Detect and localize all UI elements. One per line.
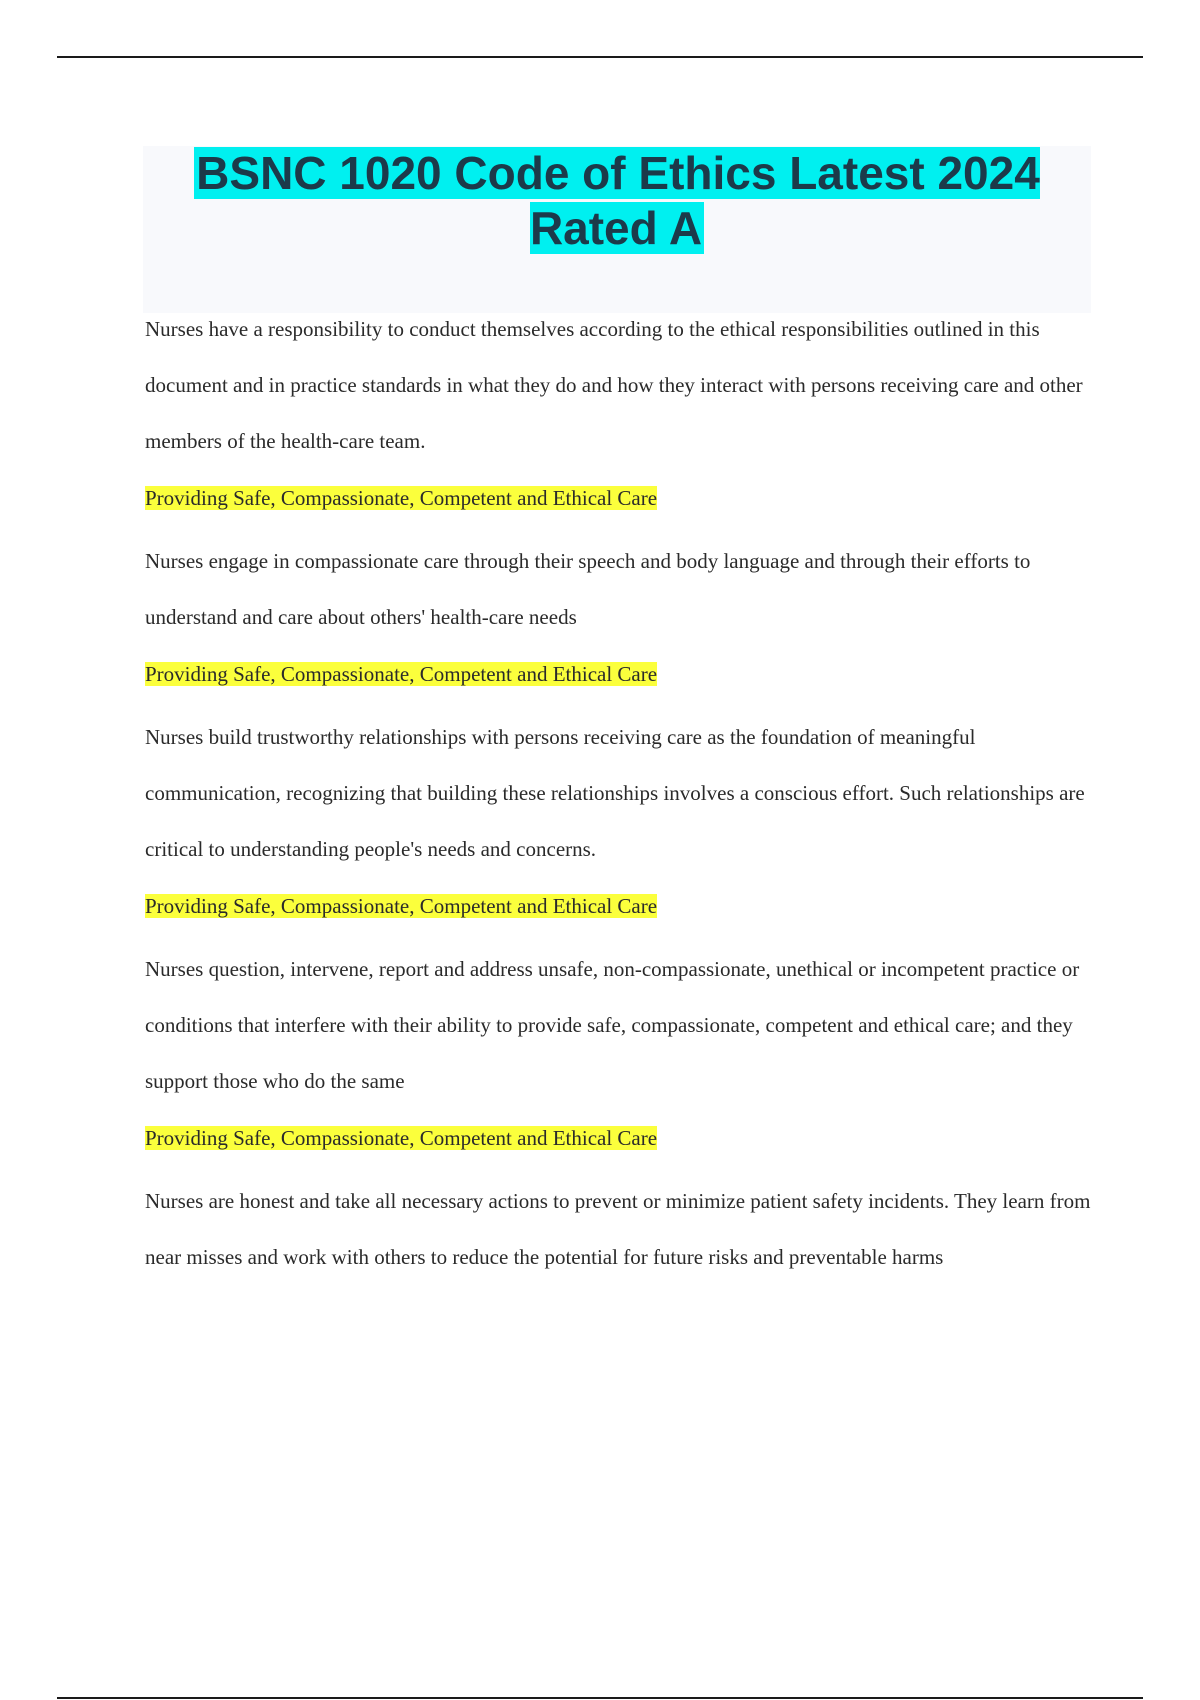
section-heading: Providing Safe, Compassionate, Competent and Ethical Care	[145, 486, 658, 510]
section-heading: Providing Safe, Compassionate, Competent and Ethical Care	[145, 662, 658, 686]
intro-paragraph: Nurses have a responsibility to conduct themselves according to the ethical responsibilities outlined in this document and in practice standards in what they do and how they interact with persons receiving care and other members of the health-care team.	[145, 317, 1083, 453]
document-body	[145, 301, 1105, 1285]
section-heading: Providing Safe, Compassionate, Competent and Ethical Care	[145, 1126, 658, 1150]
section-paragraph: Nurses are honest and take all necessary actions to prevent or minimize patient safety incidents. They learn from near misses and work with others to reduce the potential for future risks and preventable harms	[145, 1189, 1091, 1269]
section-paragraph: Nurses question, intervene, report and address unsafe, non-compassionate, unethical or incompetent practice or conditions that interfere with their ability to provide safe, compassionate, competent and ethical care; and they support those who do the same	[145, 957, 1080, 1093]
top-rule	[57, 56, 1143, 58]
page-title: BSNC 1020 Code of Ethics Latest 2024 Rated A	[196, 147, 1040, 254]
title-banner	[143, 146, 1091, 313]
section-heading: Providing Safe, Compassionate, Competent and Ethical Care	[145, 894, 658, 918]
section-paragraph: Nurses engage in compassionate care through their speech and body language and through their efforts to understand and care about others' health-care needs	[145, 549, 1031, 629]
bottom-rule	[57, 1697, 1143, 1699]
section-paragraph: Nurses build trustworthy relationships with persons receiving care as the foundation of meaningful communication, recognizing that building these relationships involves a conscious effort. Such relationships are critical to understanding people's needs and concerns.	[145, 725, 1085, 861]
